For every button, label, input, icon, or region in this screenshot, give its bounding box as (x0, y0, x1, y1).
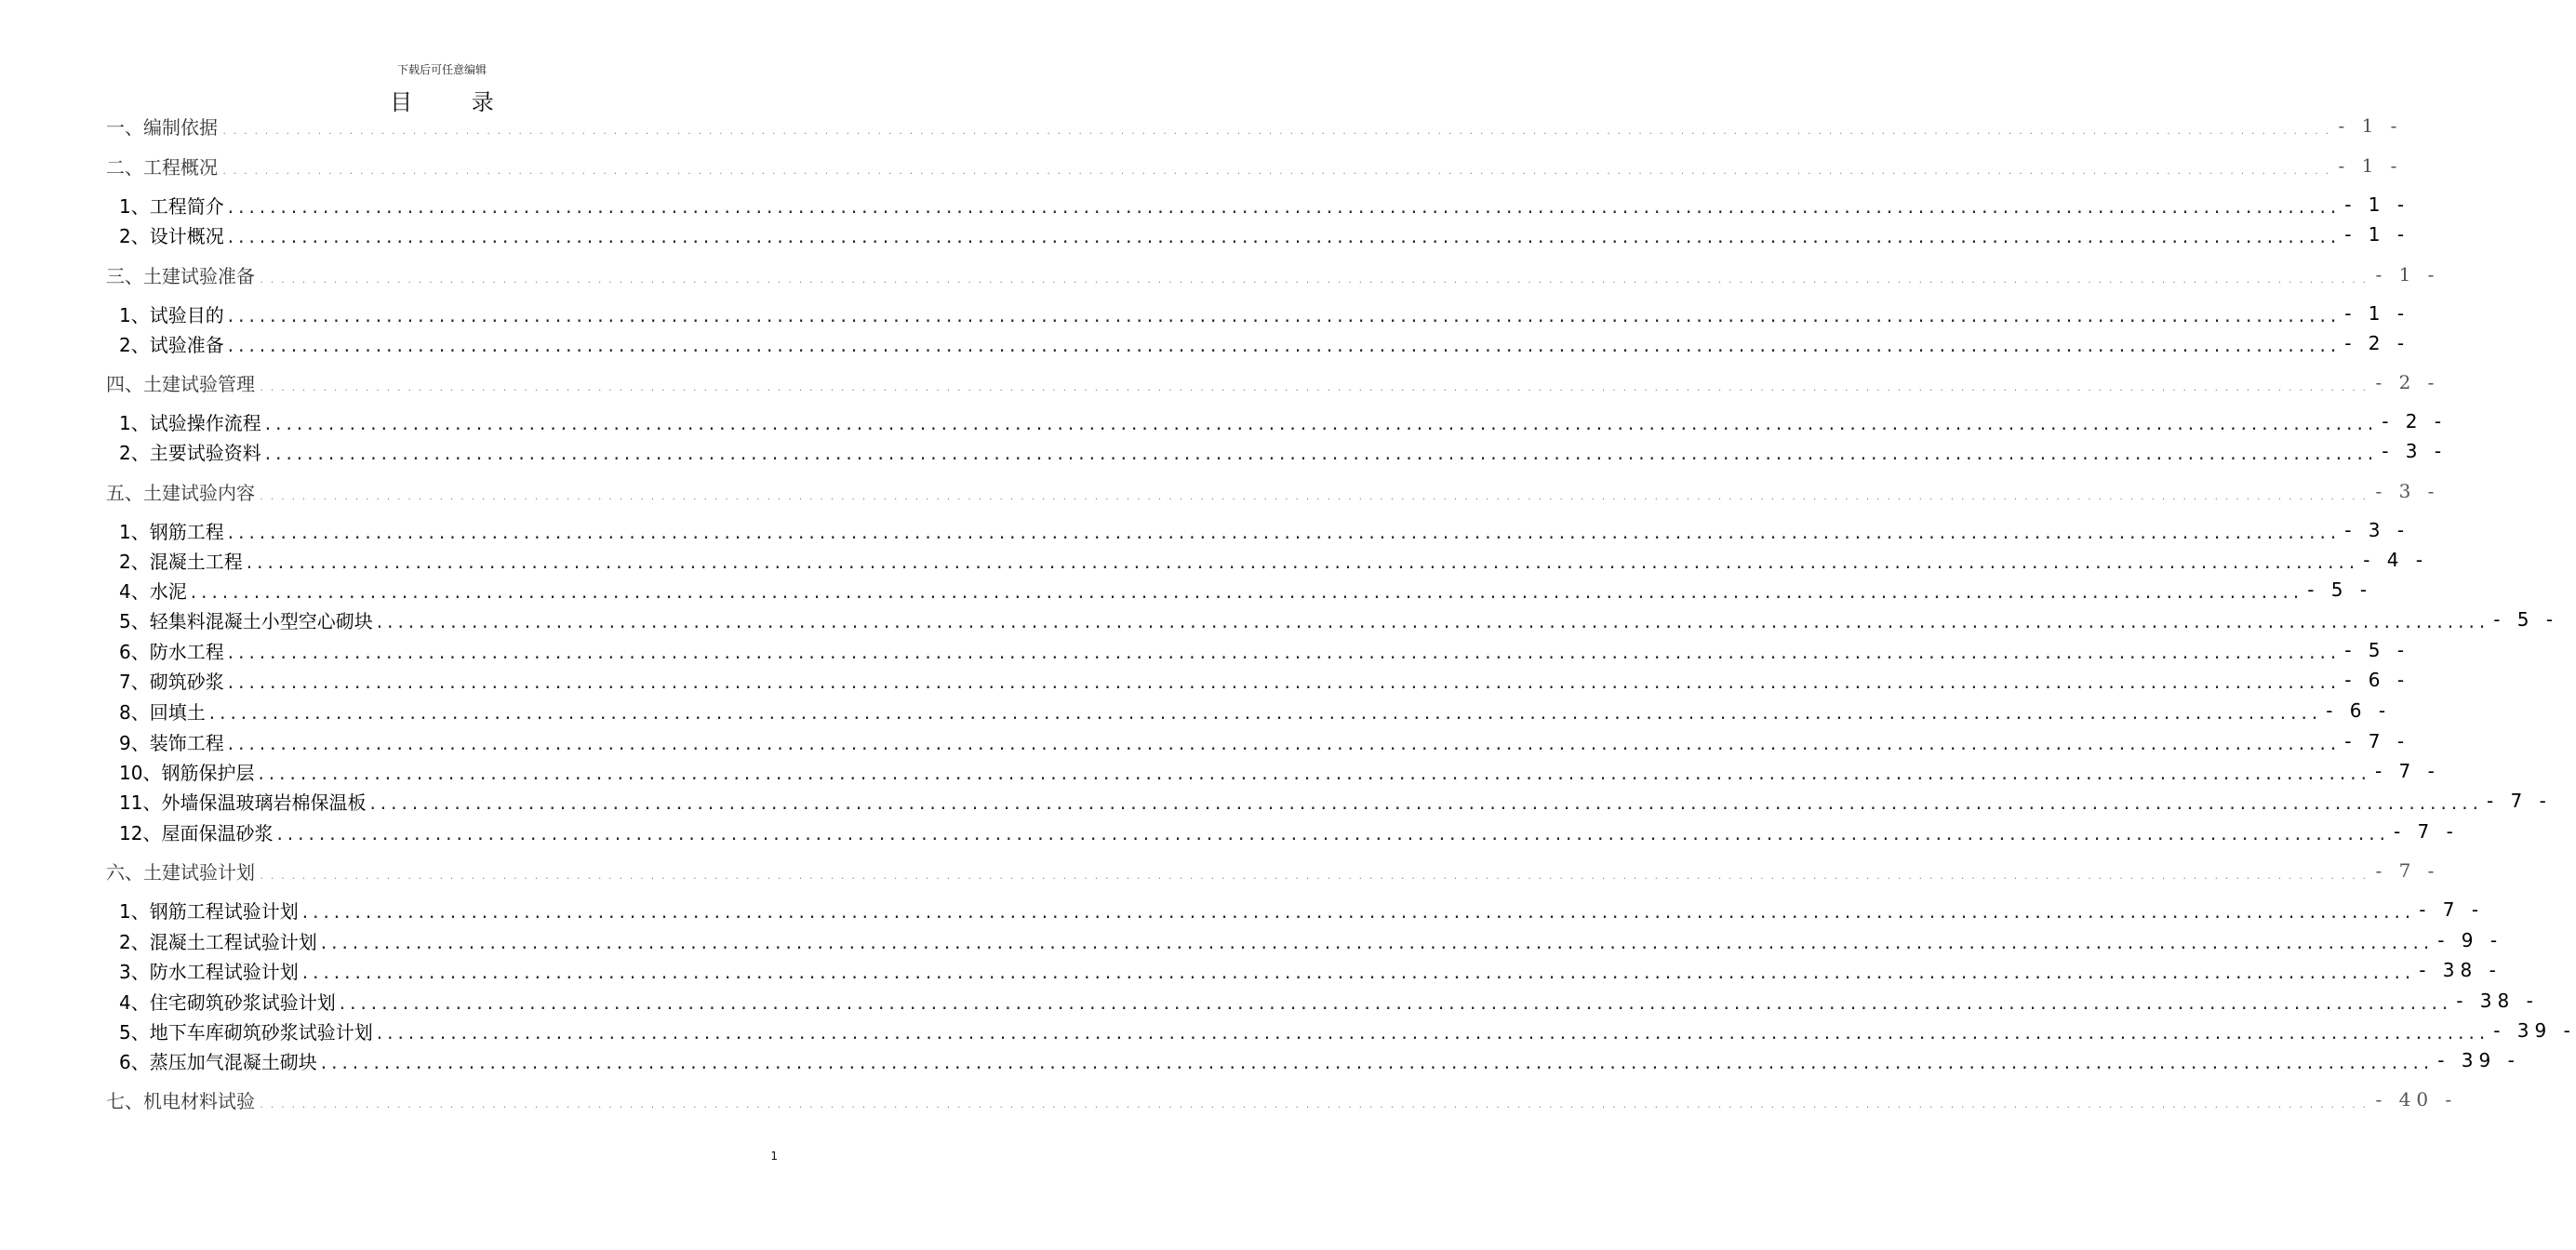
toc-dot-leader: ........................................................................................................................................................................................................ (227, 671, 2342, 693)
toc-dot-leader: ........................................................................................................................................................................................................ (246, 551, 2360, 573)
toc-entry-number: 4、 (119, 579, 150, 603)
toc-entry[interactable] (0, 1017, 2576, 1044)
toc-entry-page: - 39 - (2493, 1019, 2576, 1042)
toc-entry-title: 钢筋保护层 (161, 761, 255, 784)
toc-entry-page: - 1 - (2344, 302, 2410, 325)
toc-entry-page: - 40 - (2375, 1088, 2458, 1110)
toc-entry-title: 混凝土工程试验计划 (149, 930, 317, 953)
toc-dot-leader: ........................................................................................................................................................................................................ (208, 701, 2323, 724)
toc-entry[interactable] (0, 728, 2410, 754)
toc-entry-page: - 4 - (2363, 549, 2429, 571)
toc-dot-leader: ........................................................................................................................................................................................................ (369, 791, 2483, 814)
toc-entry[interactable] (0, 1086, 2458, 1112)
toc-entry[interactable] (0, 517, 2410, 543)
toc-entry[interactable] (0, 478, 2440, 504)
toc-entry[interactable] (0, 988, 2539, 1014)
toc-entry[interactable] (0, 330, 2410, 356)
toc-entry-number: 1、 (119, 303, 150, 326)
toc-entry[interactable] (0, 113, 2403, 139)
toc-entry-title: 试验操作流程 (149, 411, 261, 434)
toc-entry-title: 土建试验准备 (143, 264, 255, 287)
toc-dot-leader: ........................................................................................................................................................................................................ (227, 225, 2342, 247)
toc-dot-leader: ........................................................................................................................................................................................................ (259, 373, 2372, 395)
toc-entry-title: 工程概况 (143, 155, 218, 179)
toc-entry[interactable] (0, 1047, 2520, 1073)
toc-dot-leader: ........................................................................................................................................................................................................ (276, 822, 2390, 844)
toc-entry-page: - 9 - (2437, 929, 2503, 951)
toc-entry-title: 地下车库砌筑砂浆试验计划 (149, 1020, 373, 1044)
toc-entry-page: - 7 - (2375, 859, 2440, 882)
toc-entry-number: 六、 (106, 860, 143, 884)
toc-entry-title: 设计概况 (149, 224, 224, 247)
toc-dot-leader: ........................................................................................................................................................................................................ (320, 1051, 2435, 1073)
toc-entry-number: 7、 (119, 670, 150, 693)
header-note: 下载后可任意编辑 (396, 63, 487, 76)
toc-entry-title: 外墙保温玻璃岩棉保温板 (161, 791, 367, 814)
toc-dot-leader: ........................................................................................................................................................................................................ (227, 334, 2342, 356)
toc-entry[interactable] (0, 300, 2410, 326)
toc-entry[interactable] (0, 369, 2440, 395)
toc-entry-number: 5、 (119, 1020, 150, 1044)
toc-entry-number: 10、 (119, 761, 162, 784)
toc-entry-title: 钢筋工程 (149, 520, 224, 543)
toc-entry-title: 防水工程 (149, 640, 224, 663)
toc-entry-page: - 2 - (2344, 332, 2410, 354)
toc-entry-title: 主要试验资料 (149, 441, 261, 464)
toc-entry-page: - 7 - (2344, 730, 2410, 752)
toc-entry-title: 工程简介 (149, 194, 224, 218)
toc-entry-page: - 6 - (2326, 699, 2392, 722)
toc-dot-leader: ........................................................................................................................................................................................................ (301, 961, 2416, 983)
toc-entry[interactable] (0, 637, 2410, 663)
toc-entry-title: 土建试验管理 (143, 372, 255, 395)
toc-entry[interactable] (0, 261, 2440, 287)
toc-entry-page: - 1 - (2338, 154, 2403, 177)
toc-entry-number: 二、 (106, 155, 143, 179)
toc-dot-leader: ........................................................................................................................................................................................................ (259, 482, 2372, 504)
toc-entry[interactable] (0, 957, 2502, 983)
toc-dot-leader: ........................................................................................................................................................................................................ (259, 1090, 2372, 1112)
toc-entry-number: 2、 (119, 930, 150, 953)
toc-entry-page: - 2 - (2382, 410, 2448, 432)
toc-entry-number: 2、 (119, 550, 150, 573)
toc-entry[interactable] (0, 698, 2392, 724)
toc-dot-leader: ........................................................................................................................................................................................................ (227, 521, 2342, 543)
toc-dot-leader: ........................................................................................................................................................................................................ (221, 116, 2335, 139)
toc-dot-leader: ........................................................................................................................................................................................................ (376, 1021, 2490, 1044)
toc-entry-page: - 5 - (2493, 608, 2559, 631)
toc-entry-number: 6、 (119, 1050, 150, 1073)
toc-entry-page: - 1 - (2344, 223, 2410, 246)
toc-entry[interactable] (0, 153, 2403, 179)
toc-entry-page: - 7 - (2419, 898, 2485, 921)
toc-entry-title: 砌筑砂浆 (149, 670, 224, 693)
toc-entry-page: - 7 - (2374, 760, 2440, 782)
toc-entry-page: - 2 - (2375, 371, 2440, 393)
toc-entry-title: 轻集料混凝土小型空心砌块 (149, 609, 373, 632)
toc-entry-page: - 38 - (2419, 959, 2502, 981)
toc-dot-leader: ........................................................................................................................................................................................................ (259, 861, 2372, 884)
toc-dot-leader: ........................................................................................................................................................................................................ (258, 762, 2371, 784)
toc-entry-number: 4、 (119, 991, 150, 1014)
toc-entry-page: - 1 - (2344, 193, 2410, 216)
toc-dot-leader: ........................................................................................................................................................................................................ (227, 732, 2342, 754)
toc-entry-title: 蒸压加气混凝土砌块 (149, 1050, 317, 1073)
toc-entry[interactable] (0, 858, 2440, 884)
toc-entry-number: 9、 (119, 731, 150, 754)
toc-entry[interactable] (0, 438, 2448, 464)
toc-entry-title: 装饰工程 (149, 731, 224, 754)
toc-dot-leader: ........................................................................................................................................................................................................ (227, 195, 2342, 218)
toc-entry-title: 试验目的 (149, 303, 224, 326)
toc-entry[interactable] (0, 818, 2459, 844)
toc-entry-title: 编制依据 (143, 115, 218, 139)
toc-dot-leader: ........................................................................................................................................................................................................ (339, 991, 2453, 1014)
toc-entry-page: - 3 - (2344, 519, 2410, 541)
toc-entry-page: - 1 - (2375, 263, 2440, 286)
toc-dot-leader: ........................................................................................................................................................................................................ (190, 580, 2304, 603)
toc-entry[interactable] (0, 788, 2552, 814)
toc-entry-number: 七、 (106, 1089, 143, 1112)
toc-entry-title: 回填土 (149, 700, 206, 724)
toc-dot-leader: ........................................................................................................................................................................................................ (320, 931, 2435, 953)
toc-entry-title: 混凝土工程 (149, 550, 243, 573)
toc-dot-leader: ........................................................................................................................................................................................................ (264, 412, 2379, 434)
toc-entry-page: - 1 - (2338, 114, 2403, 137)
toc-dot-leader: ........................................................................................................................................................................................................ (221, 156, 2335, 179)
toc-entry[interactable] (0, 547, 2429, 573)
toc-entry-number: 6、 (119, 640, 150, 663)
toc-entry-title: 试验准备 (149, 333, 224, 356)
toc-entry-number: 三、 (106, 264, 143, 287)
toc-dot-leader: ........................................................................................................................................................................................................ (259, 265, 2372, 287)
toc-entry-page: - 39 - (2437, 1049, 2520, 1071)
toc-entry-number: 8、 (119, 700, 150, 724)
toc-dot-leader: ........................................................................................................................................................................................................ (227, 641, 2342, 663)
toc-entry[interactable] (0, 577, 2373, 603)
toc-entry-title: 机电材料试验 (143, 1089, 255, 1112)
toc-entry[interactable] (0, 408, 2448, 434)
toc-entry-page: - 5 - (2344, 639, 2410, 661)
toc-title: 目 录 (390, 89, 520, 115)
toc-entry-title: 防水工程试验计划 (149, 960, 299, 983)
toc-dot-leader: ........................................................................................................................................................................................................ (301, 900, 2416, 923)
toc-entry-page: - 5 - (2307, 578, 2373, 601)
toc-entry-number: 12、 (119, 821, 162, 844)
toc-entry-page: - 3 - (2375, 480, 2440, 502)
toc-entry-page: - 7 - (2486, 790, 2552, 812)
toc-entry-title: 钢筋工程试验计划 (149, 899, 299, 923)
toc-entry-page: - 6 - (2344, 669, 2410, 691)
toc-entry-number: 1、 (119, 411, 150, 434)
page-number: 1 (770, 1150, 778, 1163)
toc-entry-number: 11、 (119, 791, 162, 814)
toc-entry[interactable] (0, 221, 2410, 247)
toc-entry-title: 屋面保温砂浆 (161, 821, 274, 844)
toc-entry[interactable] (0, 667, 2410, 693)
toc-entry-number: 1、 (119, 194, 150, 218)
toc-entry[interactable] (0, 606, 2559, 632)
toc-entry[interactable] (0, 758, 2440, 784)
toc-entry[interactable] (0, 192, 2410, 218)
toc-entry-title: 水泥 (149, 579, 187, 603)
toc-dot-leader: ........................................................................................................................................................................................................ (264, 442, 2379, 464)
toc-entry[interactable] (0, 927, 2503, 953)
toc-entry-page: - 38 - (2456, 990, 2539, 1012)
toc-dot-leader: ........................................................................................................................................................................................................ (227, 304, 2342, 326)
toc-entry-number: 2、 (119, 224, 150, 247)
toc-entry-number: 一、 (106, 115, 143, 139)
toc-entry-number: 1、 (119, 520, 150, 543)
toc-entry-number: 五、 (106, 481, 143, 504)
toc-entry-title: 土建试验内容 (143, 481, 255, 504)
toc-entry-number: 2、 (119, 333, 150, 356)
toc-entry-page: - 7 - (2393, 820, 2459, 843)
toc-entry-page: - 3 - (2382, 440, 2448, 462)
toc-entry-number: 1、 (119, 899, 150, 923)
toc-entry-title: 住宅砌筑砂浆试验计划 (149, 991, 336, 1014)
toc-entry-number: 3、 (119, 960, 150, 983)
toc-entry-number: 四、 (106, 372, 143, 395)
toc-dot-leader: ........................................................................................................................................................................................................ (376, 610, 2490, 632)
toc-entry-title: 土建试验计划 (143, 860, 255, 884)
toc-entry-number: 5、 (119, 609, 150, 632)
toc-entry[interactable] (0, 897, 2485, 923)
toc-entry-number: 2、 (119, 441, 150, 464)
